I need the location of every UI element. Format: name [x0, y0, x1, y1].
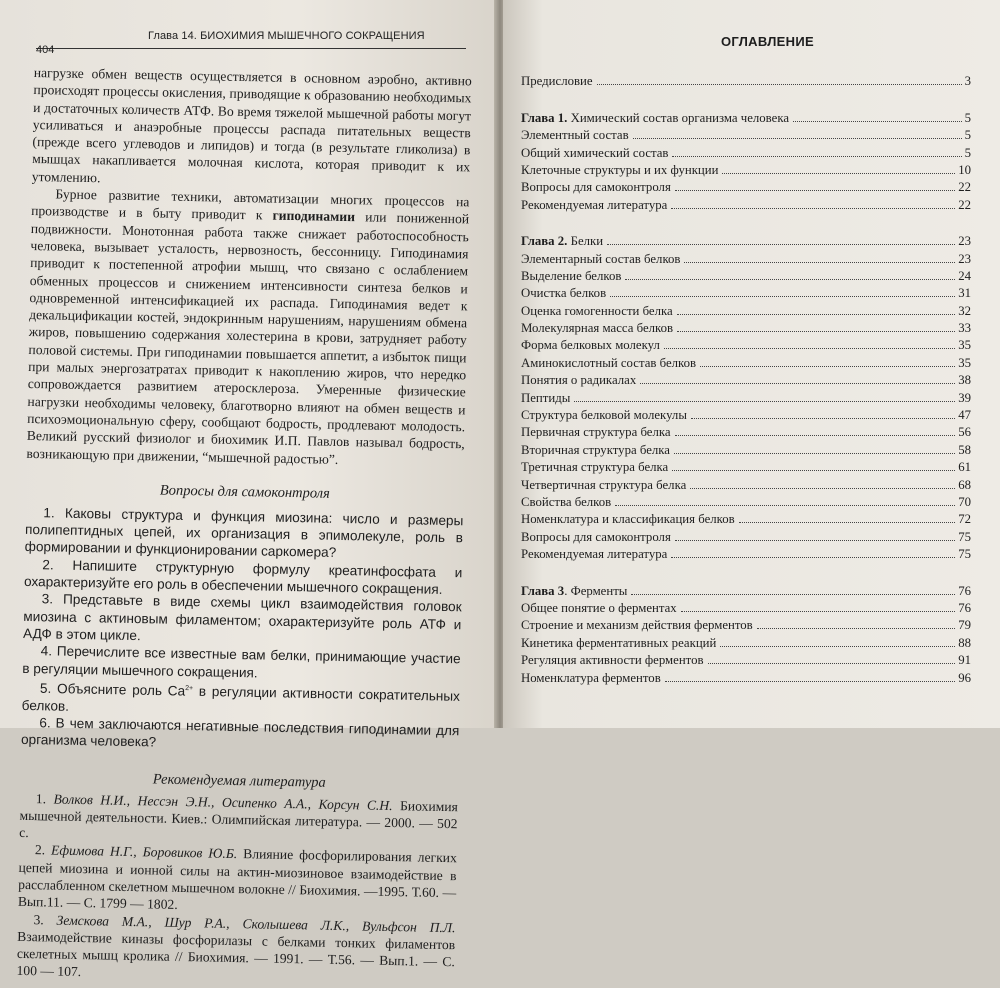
- toc-entry-title: Общий химический состав: [521, 145, 669, 160]
- toc-entry-title: Элементарный состав белков: [521, 251, 681, 266]
- toc-entry-title: Структура белковой молекулы: [521, 408, 687, 423]
- toc-entry-title: Аминокислотный состав белков: [521, 355, 697, 370]
- toc-entry-title: Форма белковых молекул: [521, 338, 660, 353]
- toc-dot-leader: [665, 681, 955, 682]
- toc-page-number: 3: [964, 74, 971, 89]
- toc-page-number: 88: [958, 635, 971, 650]
- toc-page-number: 22: [958, 180, 971, 195]
- toc-dot-leader: [631, 594, 955, 595]
- question-2: 2. Напишите структурную формулу креатинфосфата и охарактеризуйте его роль в обеспечении мышечного сокращения.: [23, 556, 463, 597]
- toc-page-number: 10: [958, 162, 971, 177]
- toc-dot-leader: [690, 488, 955, 489]
- toc-entry: [521, 267, 971, 284]
- left-page-body: [16, 64, 471, 988]
- toc-section-gap: [521, 213, 971, 232]
- toc-entry-title: Вопросы для самоконтроля: [521, 529, 671, 544]
- question-6: 6. В чем заключаются негативные последствия гиподинамии для организма человека?: [20, 715, 460, 750]
- literature-text: Влияние фосфорилирования легких цепей миозина и ионной силы на актин-миозиновое взаимодействие в расслабленном скелетном мышечном волокне // Биохимия. —1995. Т.60. — Вып.11. — С. 1799 — 1802.: [17, 846, 457, 913]
- toc-dot-leader: [722, 173, 955, 174]
- toc-dot-leader: [672, 470, 955, 471]
- toc-page-number: 23: [958, 234, 971, 249]
- toc-dot-leader: [597, 84, 962, 85]
- toc-dot-leader: [684, 262, 955, 263]
- literature-item: [16, 910, 455, 988]
- toc-dot-leader: [675, 190, 955, 191]
- toc-entry-title: Клеточные структуры и их функции: [521, 162, 719, 177]
- toc-page-number: 22: [958, 197, 971, 212]
- left-page: [0, 0, 497, 980]
- toc-dot-leader: [708, 663, 956, 664]
- question-5-end: в регуляции активности сократительных белков.: [21, 683, 461, 714]
- toc-entry-title: Третичная структура белка: [521, 460, 669, 475]
- toc-entry: [521, 126, 971, 143]
- toc-entry-title: [521, 584, 629, 599]
- toc-entry-title: Выделение белков: [521, 268, 622, 283]
- toc-page-number: 75: [958, 547, 971, 562]
- toc-entry-title: Свойства белков: [521, 494, 612, 509]
- toc-page-number: 35: [958, 355, 971, 370]
- toc-entry-title: Кинетика ферментативных реакций: [521, 635, 717, 650]
- toc-dot-leader: [640, 383, 955, 384]
- toc-page-number: 23: [958, 251, 971, 266]
- toc-entry: [521, 651, 971, 668]
- paragraph-2-rest: или пониженной подвижности. Монотонная работа также снижает работоспособность человека, вызывает усталость, нервозность, бессонницу. Гиподинамия приводит к постепенной атрофии мышц, что связано с ослаблением обменных процессов и снижением интенсивности синтеза белков и одновременной интенсификацией их распада. Гиподинамия ведет к декальцификации костей, эндокринным нарушениям, нарушениям обмена жиров, повышению содержания холестерина в крови, затрудняет работу половой системы. При гиподинамии повышается аппетит, а избыток пищи при малых энергозатратах приводит к накоплению жиров, что нередко сопровождается развитием атеросклероза. Умеренные физические нагрузки необходимы человеку, благотворно влияют на обмен веществ и психоэмоциональную сферу, сообщают бодрость, продлевают молодость. Великий русский физиолог и биохимик И.П. Павлов называл бодрость, возникающую при движении, “мышечной радостью”.: [26, 209, 470, 467]
- running-head: [36, 30, 466, 56]
- toc-entry-title: Первичная структура белка: [521, 425, 671, 440]
- literature-authors: Волков Н.И., Нессэн Э.Н., Осипенко А.А., Корсун С.Н.: [53, 791, 393, 813]
- toc-entry: [521, 388, 971, 405]
- toc-entry-title: Очистка белков: [521, 286, 607, 301]
- toc-dot-leader: [672, 156, 961, 157]
- toc-entry: [521, 178, 971, 195]
- toc-dot-leader: [739, 522, 956, 523]
- toc-chapter-entry: [521, 108, 971, 125]
- toc-page-number: 56: [958, 425, 971, 440]
- term-hypodynamia: гиподинамии: [272, 207, 356, 225]
- toc-page-number: 35: [958, 338, 971, 353]
- toc-entry: [521, 633, 971, 650]
- question-4: 4. Перечислите все известные вам белки, принимающие участие в регуляции мышечного сокращения.: [22, 643, 461, 680]
- literature-heading: Рекомендуемая литература: [152, 770, 326, 791]
- literature-number: 1.: [35, 790, 47, 806]
- toc-chapter-label: Глава 2.: [521, 234, 568, 249]
- toc-page-number: 68: [958, 477, 971, 492]
- toc-dot-leader: [793, 121, 962, 122]
- toc-entry-title: Элементный состав: [521, 128, 629, 143]
- paragraph-1: нагрузке обмен веществ осуществляется в основном аэробно, активно происходят процессы окисления, приводящие к образованию необходимых и достаточных количеств АТФ. Во время тяжелой мышечной работы могут усиливаться и анаэробные процессы распада питательных веществ (прежде всего углеводов и липидов) и тогда (в результате гликолиза) в мышцах накапливается молочная кислота, которая приводит к их утомлению.: [31, 64, 472, 186]
- toc-entry-title: Пептиды: [521, 390, 571, 405]
- toc-dot-leader: [757, 628, 955, 629]
- toc-entry: [521, 475, 971, 492]
- toc-dot-leader: [574, 401, 955, 402]
- toc-section-gap: [521, 89, 971, 108]
- toc-entry: [521, 301, 971, 318]
- toc-chapter-label: Глава 3: [521, 583, 565, 598]
- chapter-title: Глава 14. БИОХИМИЯ МЫШЕЧНОГО СОКРАЩЕНИЯ: [148, 30, 425, 42]
- toc-page-number: 91: [958, 653, 971, 668]
- toc-entry-title: Молекулярная масса белков: [521, 321, 674, 336]
- table-of-contents: [521, 72, 971, 686]
- toc-page-number: 76: [958, 600, 971, 615]
- toc-entry: [521, 510, 971, 527]
- toc-entry-title: Вторичная структура белка: [521, 442, 670, 457]
- toc-entry-title: [521, 111, 791, 126]
- question-5-start: 5. Объясните роль Ca: [39, 680, 186, 699]
- toc-page-number: 5: [964, 145, 971, 160]
- toc-entry: [521, 336, 971, 353]
- literature-number: 2.: [34, 842, 46, 858]
- toc-dot-leader: [664, 348, 955, 349]
- toc-entry: [521, 284, 971, 301]
- toc-page-number: 75: [958, 529, 971, 544]
- toc-chapter-entry: [521, 232, 971, 249]
- toc-page-number: 38: [958, 373, 971, 388]
- toc-entry: [521, 545, 971, 562]
- paragraph-2-start: Бурное развитие техники, автоматизации многих процессов на производстве и в быту приводит к: [31, 186, 470, 223]
- toc-entry-title: [521, 234, 605, 249]
- toc-dot-leader: [615, 505, 955, 506]
- toc-section-gap: [521, 562, 971, 581]
- toc-entry: [521, 616, 971, 633]
- toc-entry-title: Оценка гомогенности белка: [521, 303, 673, 318]
- question-1: 1. Каковы структура и функция миозина: число и размеры полипептидных цепей, их организация в эпимолекуле, роль в формировании и функционировании саркомера?: [24, 505, 464, 561]
- literature-text: Биохимия мышечной деятельности. Киев.: Олимпийская литература. — 2000. — 502 с.: [19, 797, 458, 841]
- toc-chapter-name: . Ферменты: [564, 583, 628, 598]
- toc-chapter-entry: [521, 581, 971, 598]
- toc-dot-leader: [675, 540, 955, 541]
- toc-entry: [521, 599, 971, 616]
- toc-chapter-name: Белки: [567, 234, 604, 249]
- toc-dot-leader: [700, 366, 955, 367]
- literature-text: Взаимодействие киназы фосфорилазы с белками тонких филаментов скелетных мышц кролика // Биохимия. — 1991. — Т.56. — Вып.1. — С. 100 — 107.: [16, 928, 456, 980]
- toc-entry-title: Предисловие: [521, 74, 593, 89]
- toc-dot-leader: [677, 314, 955, 315]
- calcium-charge: 2+: [185, 684, 194, 692]
- toc-entry: [521, 406, 971, 423]
- toc-title: ОГЛАВЛЕНИЕ: [721, 34, 814, 49]
- toc-entry: [521, 458, 971, 475]
- toc-entry-title: Регуляция активности ферментов: [521, 653, 704, 668]
- literature-item: [18, 841, 457, 919]
- toc-page-number: 61: [958, 460, 971, 475]
- paragraph-2: [26, 185, 469, 470]
- toc-entry-title: Номенклатура и классификация белков: [521, 512, 735, 527]
- literature-authors: Ефимова Н.Г., Боровиков Ю.Б.: [50, 842, 238, 862]
- toc-entry-title: Общее понятие о ферментах: [521, 600, 677, 615]
- questions-heading: Вопросы для самоконтроля: [159, 482, 330, 502]
- toc-dot-leader: [607, 244, 955, 245]
- toc-entry: [521, 319, 971, 336]
- toc-page-number: 5: [964, 110, 971, 125]
- toc-entry: [521, 423, 971, 440]
- toc-entry: [521, 493, 971, 510]
- toc-dot-leader: [633, 138, 962, 139]
- toc-entry: [521, 371, 971, 388]
- toc-page-number: 96: [958, 670, 971, 685]
- toc-entry: [521, 440, 971, 457]
- toc-page-number: 47: [958, 408, 971, 423]
- toc-dot-leader: [691, 418, 955, 419]
- toc-dot-leader: [674, 453, 955, 454]
- toc-page-number: 24: [958, 268, 971, 283]
- toc-page-number: 39: [958, 390, 971, 405]
- toc-page-number: 72: [958, 512, 971, 527]
- toc-chapter-name: Химический состав организма человека: [567, 110, 790, 125]
- literature-number: 3.: [33, 911, 44, 927]
- toc-dot-leader: [610, 296, 955, 297]
- toc-page-number: 79: [958, 618, 971, 633]
- toc-entry-title: Рекомендуемая литература: [521, 197, 668, 212]
- toc-chapter-label: Глава 1.: [521, 110, 568, 125]
- toc-entry-title: Номенклатура ферментов: [521, 670, 661, 685]
- toc-page-number: 70: [958, 494, 971, 509]
- toc-entry: [521, 161, 971, 178]
- toc-dot-leader: [671, 208, 955, 209]
- page-number: 404: [36, 44, 55, 56]
- literature-authors: Земскова М.А., Шур Р.А., Сколышева Л.К., Вульфсон П.Л.: [56, 912, 456, 935]
- toc-page-number: 31: [958, 286, 971, 301]
- toc-page-number: 58: [958, 442, 971, 457]
- toc-dot-leader: [720, 646, 955, 647]
- toc-entry: [521, 195, 971, 212]
- toc-page-number: 76: [958, 583, 971, 598]
- toc-entry-title: Рекомендуемая литература: [521, 547, 668, 562]
- toc-dot-leader: [681, 611, 956, 612]
- toc-page-number: 32: [958, 303, 971, 318]
- toc-entry-title: Четвертичная структура белка: [521, 477, 687, 492]
- toc-entry-title: Понятия о радикалах: [521, 373, 637, 388]
- toc-entry: [521, 527, 971, 544]
- toc-entry: [521, 249, 971, 266]
- toc-entry: [521, 668, 971, 685]
- toc-entry: [521, 72, 971, 89]
- toc-page-number: 33: [958, 321, 971, 336]
- right-page: [503, 0, 1000, 728]
- toc-entry-title: Вопросы для самоконтроля: [521, 180, 671, 195]
- question-3: 3. Представьте в виде схемы цикл взаимодействия головок миозина с актиновым филаментом; охарактеризуйте роль АТФ и АДФ в этом цикле.: [22, 591, 462, 644]
- toc-dot-leader: [675, 435, 956, 436]
- toc-entry: [521, 143, 971, 160]
- toc-entry: [521, 353, 971, 370]
- toc-page-number: 5: [964, 128, 971, 143]
- toc-entry-title: Строение и механизм действия ферментов: [521, 618, 753, 633]
- toc-dot-leader: [671, 557, 955, 558]
- literature-item: [19, 789, 458, 849]
- toc-dot-leader: [677, 331, 955, 332]
- toc-dot-leader: [625, 279, 955, 280]
